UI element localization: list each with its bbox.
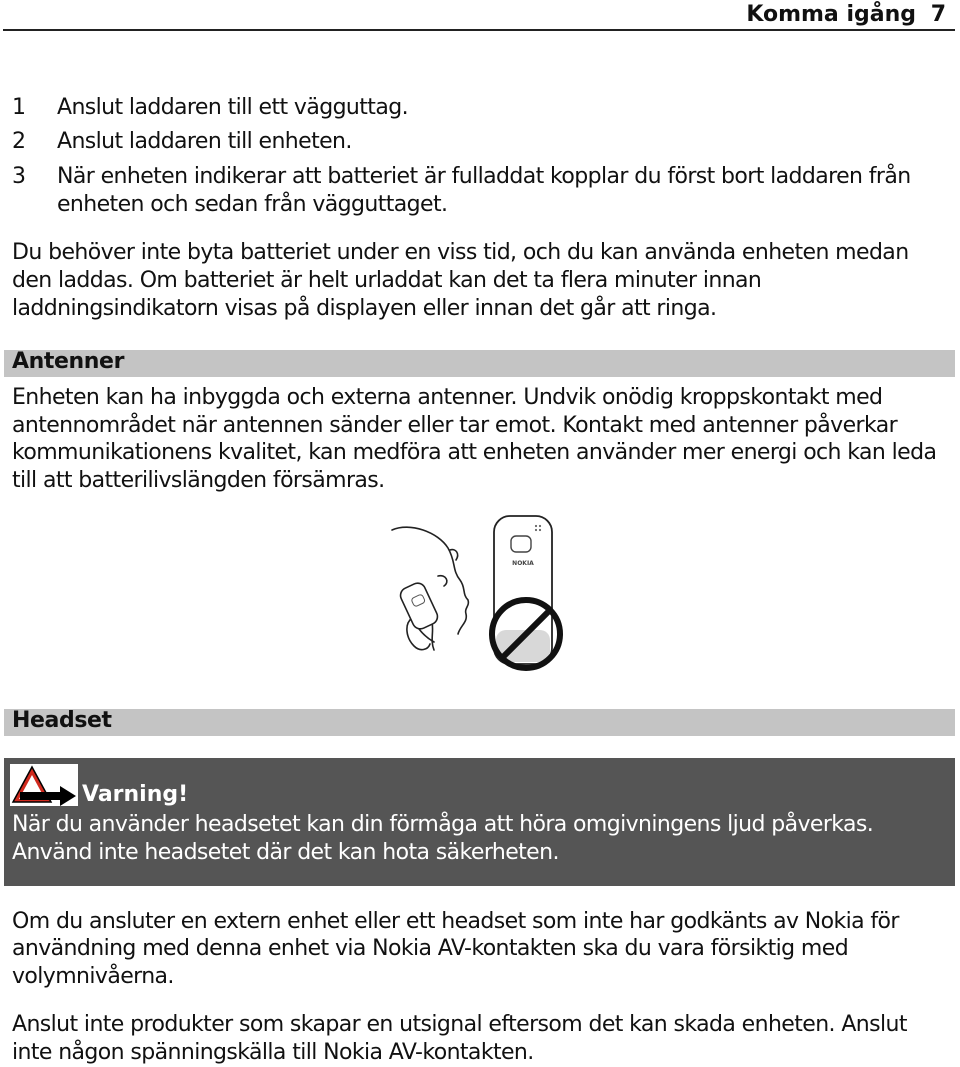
warning-icon — [10, 762, 78, 808]
phone-brand-label: NOKIA — [512, 560, 534, 567]
step-text: Anslut laddaren till enheten. — [57, 129, 352, 154]
paragraph-line: antennområdet när antennen sänder eller tar emot. Kontakt med antenner påverkar — [12, 413, 898, 438]
section-heading-headset — [4, 709, 955, 736]
running-header: Komma igång — [746, 2, 916, 27]
warning-line: När du använder headsetet kan din förmåga att höra omgivningens ljud påverkas. — [12, 812, 874, 837]
page-header — [0, 0, 960, 30]
step-text: enheten och sedan från vägguttaget. — [57, 192, 448, 217]
paragraph-line: användning med denna enhet via Nokia AV-kontakten ska du vara försiktig med — [12, 936, 849, 961]
paragraph-line: inte någon spänningskälla till Nokia AV-kontakten. — [12, 1040, 534, 1065]
step-number: 3 — [12, 164, 26, 189]
step-number: 1 — [12, 95, 26, 120]
page-number: 7 — [930, 2, 946, 27]
step-text: Anslut laddaren till ett vägguttag. — [57, 95, 408, 120]
warning-line: Använd inte headsetet där det kan hota säkerheten. — [12, 840, 559, 865]
paragraph-line: Anslut inte produkter som skapar en utsignal eftersom det kan skada enheten. Anslut — [12, 1012, 907, 1037]
warning-title: Varning! — [82, 782, 189, 807]
warning-box — [4, 758, 955, 886]
paragraph-line: volymnivåerna. — [12, 964, 174, 989]
paragraph-line: Du behöver inte byta batteriet under en viss tid, och du kan använda enheten medan — [12, 240, 909, 265]
section-heading-text: Antenner — [12, 349, 125, 374]
section-heading-antenner — [4, 350, 955, 377]
antenna-illustration — [390, 514, 570, 684]
paragraph-line: Enheten kan ha inbyggda och externa antenner. Undvik onödig kroppskontakt med — [12, 385, 883, 410]
held-phone-icon — [398, 581, 440, 632]
phone-back-icon — [494, 516, 552, 664]
step-text: När enheten indikerar att batteriet är fulladdat kopplar du först bort laddaren från — [57, 164, 911, 189]
paragraph-line: laddningsindikatorn visas på displayen eller innan det går att ringa. — [12, 296, 717, 321]
section-heading-text: Headset — [12, 708, 112, 733]
header-rule — [3, 29, 955, 31]
paragraph-line: kommunikationens kvalitet, kan medföra att enheten använder mer energi och kan leda — [12, 440, 937, 465]
paragraph-line: Om du ansluter en extern enhet eller ett headset som inte har godkänts av Nokia för — [12, 909, 899, 934]
paragraph-line: till att batterilivslängden försämras. — [12, 468, 385, 493]
step-number: 2 — [12, 129, 26, 154]
paragraph-line: den laddas. Om batteriet är helt urladdat kan det ta flera minuter innan — [12, 268, 762, 293]
